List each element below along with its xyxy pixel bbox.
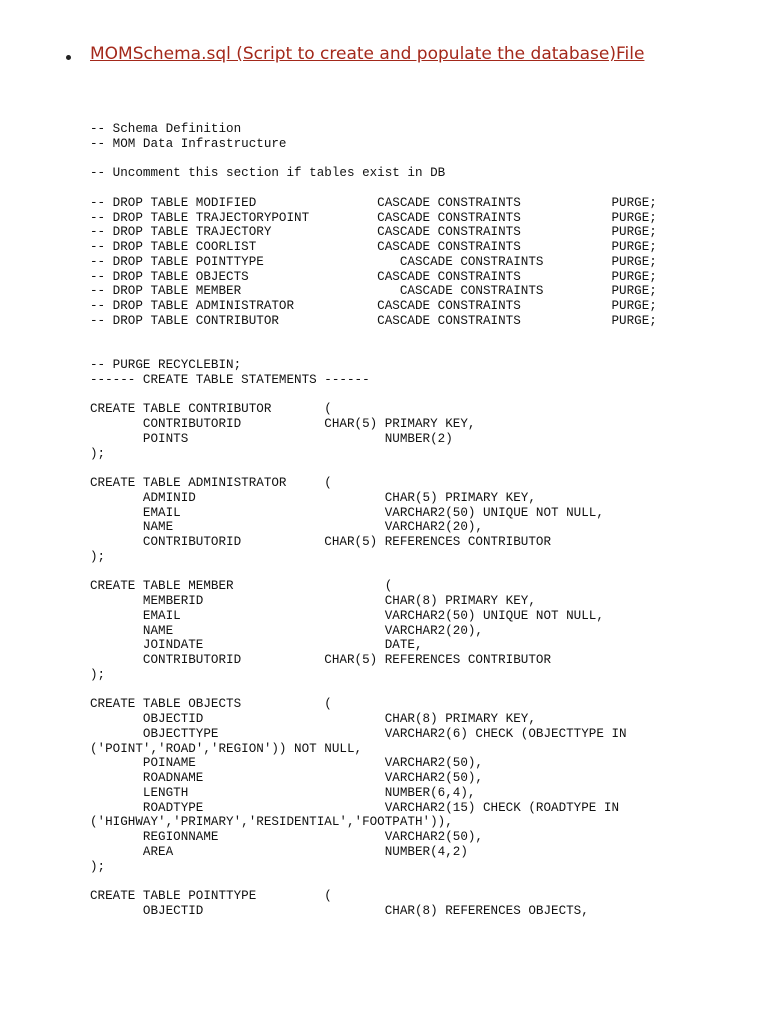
code-line: CONTRIBUTORID CHAR(5) PRIMARY KEY,: [90, 417, 476, 431]
code-line: -- DROP TABLE TRAJECTORY CASCADE CONSTRAINTS PURGE;: [90, 225, 657, 240]
code-line: LENGTH NUMBER(6,4),: [90, 785, 476, 800]
bullet-icon: [66, 55, 71, 60]
schema-file-link[interactable]: MOMSchema.sql (Script to create and populate the database)File: [90, 44, 645, 64]
code-line: MEMBERID CHAR(8) PRIMARY KEY,: [90, 594, 536, 608]
code-line: -- DROP TABLE TRAJECTORYPOINT CASCADE CONSTRAINTS PURGE;: [90, 210, 657, 225]
code-line: ADMINID CHAR(5) PRIMARY KEY,: [90, 490, 536, 505]
code-line: AREA NUMBER(4,2): [90, 844, 468, 859]
code-line: ('HIGHWAY','PRIMARY','RESIDENTIAL','FOOTPATH')),: [90, 815, 453, 830]
code-line: OBJECTID CHAR(8) REFERENCES OBJECTS,: [90, 903, 589, 918]
code-line: CONTRIBUTORID CHAR(5) REFERENCES CONTRIBUTOR: [90, 653, 552, 667]
code-line: REGIONNAME VARCHAR2(50),: [90, 830, 483, 844]
code-line: OBJECTID CHAR(8) PRIMARY KEY,: [90, 712, 536, 726]
code-line: CREATE TABLE POINTTYPE (: [90, 889, 332, 903]
code-line: EMAIL VARCHAR2(50) UNIQUE NOT NULL,: [90, 505, 604, 520]
code-line: -- DROP TABLE MEMBER CASCADE CONSTRAINTS PURGE;: [90, 284, 657, 299]
file-list-item: [0, 44, 768, 70]
code-line: CREATE TABLE ADMINISTRATOR (: [90, 476, 332, 490]
code-line: );: [90, 859, 106, 874]
code-line: -- Schema Definition: [90, 122, 242, 136]
code-line: JOINDATE DATE,: [90, 638, 423, 653]
code-line: );: [90, 549, 106, 564]
code-line: ('POINT','ROAD','REGION')) NOT NULL,: [90, 741, 363, 756]
code-line: POINAME VARCHAR2(50),: [90, 756, 483, 771]
code-line: -- Uncomment this section if tables exist in DB: [90, 166, 446, 181]
code-line: -- DROP TABLE COORLIST CASCADE CONSTRAINTS PURGE;: [90, 240, 657, 254]
code-line: NAME VARCHAR2(20),: [90, 623, 483, 638]
code-line: OBJECTTYPE VARCHAR2(6) CHECK (OBJECTTYPE IN: [90, 726, 627, 741]
code-line: CREATE TABLE CONTRIBUTOR (: [90, 402, 332, 417]
code-line: ROADNAME VARCHAR2(50),: [90, 771, 483, 785]
code-line: -- MOM Data Infrastructure: [90, 136, 287, 151]
code-line: -- PURGE RECYCLEBIN;: [90, 358, 242, 372]
code-line: CONTRIBUTORID CHAR(5) REFERENCES CONTRIBUTOR: [90, 535, 552, 549]
code-line: CREATE TABLE OBJECTS (: [90, 697, 332, 712]
code-line: );: [90, 667, 106, 682]
code-line: );: [90, 446, 106, 461]
code-line: NAME VARCHAR2(20),: [90, 520, 483, 535]
code-line: ROADTYPE VARCHAR2(15) CHECK (ROADTYPE IN: [90, 800, 620, 815]
code-line: ------ CREATE TABLE STATEMENTS ------: [90, 372, 370, 387]
code-line: -- DROP TABLE POINTTYPE CASCADE CONSTRAINTS PURGE;: [90, 254, 657, 269]
code-line: EMAIL VARCHAR2(50) UNIQUE NOT NULL,: [90, 608, 604, 623]
code-line: CREATE TABLE MEMBER (: [90, 579, 393, 594]
code-line: -- DROP TABLE MODIFIED CASCADE CONSTRAINTS PURGE;: [90, 195, 657, 210]
sql-code-block: [90, 122, 760, 919]
code-line: -- DROP TABLE OBJECTS CASCADE CONSTRAINTS PURGE;: [90, 269, 657, 284]
code-line: POINTS NUMBER(2): [90, 431, 453, 446]
code-line: -- DROP TABLE CONTRIBUTOR CASCADE CONSTRAINTS PURGE;: [90, 313, 657, 328]
code-line: -- DROP TABLE ADMINISTRATOR CASCADE CONSTRAINTS PURGE;: [90, 299, 657, 313]
